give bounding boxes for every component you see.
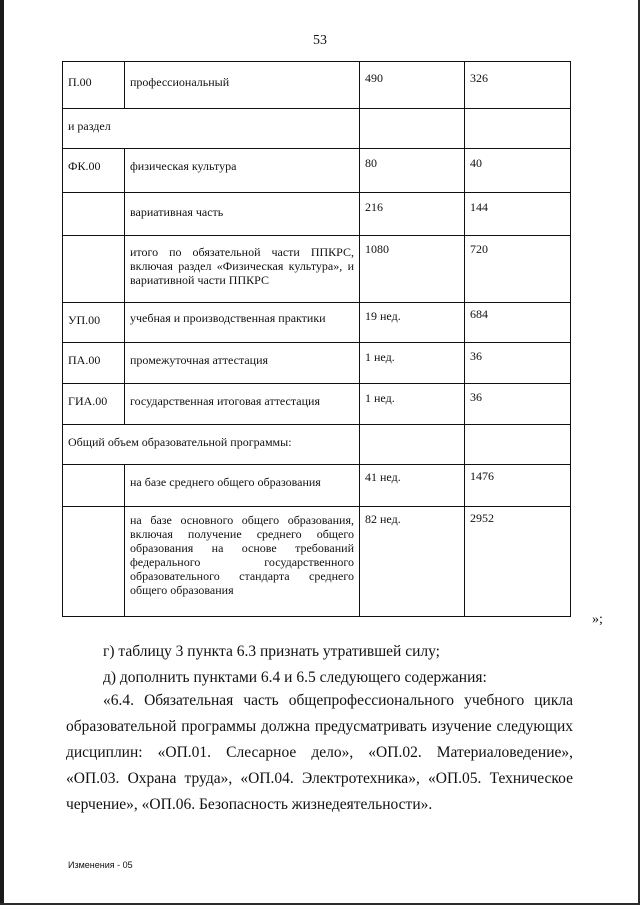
cell-name: на базе среднего общего образования [125, 465, 360, 507]
cell-code: ФК.00 [63, 149, 125, 193]
cell-value-1: 1 нед. [360, 343, 465, 384]
cell-value-2: 2952 [465, 507, 571, 617]
cell-name: физическая культура [125, 149, 360, 193]
footer-label: Изменения - 05 [68, 860, 133, 870]
cell-value-1: 41 нед. [360, 465, 465, 507]
cell-value-1 [360, 425, 465, 465]
cell-code: П.00 [63, 62, 125, 109]
curriculum-table [62, 61, 571, 617]
cell-code [63, 465, 125, 507]
scan-left-edge [0, 0, 4, 905]
table-row [63, 425, 571, 465]
cell-name: вариативная часть [125, 193, 360, 236]
cell-name: учебная и производственная практики [125, 303, 360, 343]
table-row [63, 236, 571, 303]
quote-closing: »; [592, 612, 603, 627]
cell-value-2: 36 [465, 343, 571, 384]
cell-section-label: и раздел [63, 109, 360, 149]
table-row [63, 149, 571, 193]
cell-name: профессиональный [125, 62, 360, 109]
cell-value-2: 326 [465, 62, 571, 109]
cell-value-1: 80 [360, 149, 465, 193]
item-g-text: г) таблицу 3 пункта 6.3 признать утратившей силу; [103, 643, 440, 660]
cell-code: ГИА.00 [63, 384, 125, 425]
table-row [63, 384, 571, 425]
table-row [63, 465, 571, 507]
cell-value-1: 82 нед. [360, 507, 465, 617]
cell-name: государственная итоговая аттестация [125, 384, 360, 425]
cell-value-1: 19 нед. [360, 303, 465, 343]
cell-value-1: 216 [360, 193, 465, 236]
table-row [63, 507, 571, 617]
cell-value-1 [360, 109, 465, 149]
item-d-text: д) дополнить пунктами 6.4 и 6.5 следующего содержания: [103, 669, 487, 686]
cell-value-2 [465, 425, 571, 465]
cell-name: на базе основного общего образования, включая получение среднего общего образования на основе требований федерального государственного образовательного стандарта среднего общего образования [125, 507, 360, 617]
cell-code [63, 507, 125, 617]
table-row [63, 303, 571, 343]
cell-code [63, 193, 125, 236]
table-row [63, 193, 571, 236]
cell-code [63, 236, 125, 303]
cell-value-1: 1080 [360, 236, 465, 303]
cell-value-2 [465, 109, 571, 149]
cell-name: итого по обязательной части ППКРС, включая раздел «Физическая культура», и вариативной части ППКРС [125, 236, 360, 303]
table-row [63, 62, 571, 109]
cell-value-2: 684 [465, 303, 571, 343]
cell-value-2: 36 [465, 384, 571, 425]
table-row [63, 343, 571, 384]
cell-value-2: 1476 [465, 465, 571, 507]
cell-value-1: 490 [360, 62, 465, 109]
page-number: 53 [313, 33, 327, 48]
paragraph-6-4: «6.4. Обязательная часть общепрофессионального учебного цикла образовательной программы должна предусматривать изучение следующих дисциплин: «ОП.01. Слесарное дело», «ОП.02. Материаловедение», «ОП.03. Охрана труда», «ОП.04. Электротехника», «ОП.05. Техническое черчение», «ОП.06. Безопасность жизнедеятельности». [66, 692, 573, 813]
cell-value-2: 144 [465, 193, 571, 236]
cell-value-2: 720 [465, 236, 571, 303]
cell-section-label: Общий объем образовательной программы: [63, 425, 360, 465]
cell-code: ПА.00 [63, 343, 125, 384]
cell-value-1: 1 нед. [360, 384, 465, 425]
cell-value-2: 40 [465, 149, 571, 193]
cell-code: УП.00 [63, 303, 125, 343]
table-row [63, 109, 571, 149]
cell-name: промежуточная аттестация [125, 343, 360, 384]
